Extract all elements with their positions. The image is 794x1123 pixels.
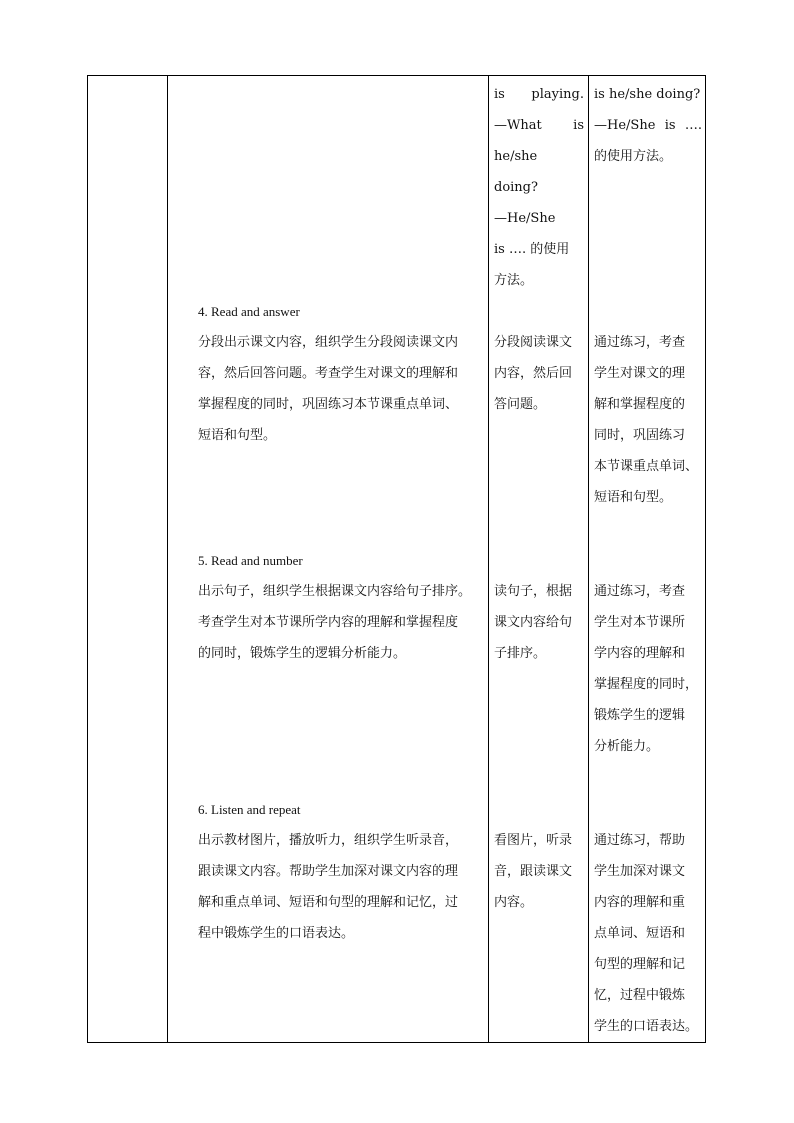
- section-6-main: [198, 794, 483, 949]
- main-line: 短语和句型。: [198, 428, 277, 443]
- purpose-line: 学生的口语表达。: [594, 1019, 699, 1034]
- activity-line: 读句子，根据: [494, 584, 573, 599]
- purpose-line: 短语和句型。: [594, 490, 673, 505]
- section-heading: 6. Listen and repeat: [198, 802, 301, 817]
- top-purpose-cell: [594, 79, 702, 172]
- purpose-line: 本节课重点单词、: [594, 459, 699, 474]
- purpose-line: 掌握程度的同时，: [594, 677, 699, 692]
- activity-line: 内容。: [494, 895, 534, 910]
- purpose-line: 锻炼学生的逻辑: [594, 708, 686, 723]
- main-line: 出示教材图片，播放听力，组织学生听录音，: [198, 833, 459, 848]
- purpose-line: 忆，过程中锻炼: [594, 988, 686, 1003]
- lesson-plan-table: [87, 75, 706, 1043]
- main-line: 分段出示课文内容，组织学生分段阅读课文内: [198, 335, 459, 350]
- activity-line: 子排序。: [494, 646, 547, 661]
- main-line: 掌握程度的同时，巩固练习本节课重点单词、: [198, 397, 459, 412]
- section-4-purpose: [594, 327, 702, 513]
- purpose-line: —He/She is ….: [594, 118, 702, 133]
- purpose-line: 内容的理解和重: [594, 895, 686, 910]
- purpose-line: 通过练习，帮助: [594, 833, 686, 848]
- purpose-line: 学生加深对课文: [594, 864, 686, 879]
- activity-line: —What is: [494, 118, 584, 133]
- main-line: 程中锻炼学生的口语表达。: [198, 926, 355, 941]
- purpose-line: 分析能力。: [594, 739, 660, 754]
- main-line: 解和重点单词、短语和句型的理解和记忆，过: [198, 895, 459, 910]
- purpose-line: 的使用方法。: [594, 149, 673, 164]
- section-6-activity: [494, 825, 584, 918]
- main-line: 考查学生对本节课所学内容的理解和掌握程度: [198, 615, 459, 630]
- activity-line: 看图片，听录: [494, 833, 573, 848]
- main-line: 容，然后回答问题。考查学生对课文的理解和: [198, 366, 459, 381]
- purpose-line: 句型的理解和记: [594, 957, 686, 972]
- top-activity-cell: [494, 79, 584, 296]
- activity-line: 课文内容给句: [494, 615, 573, 630]
- activity-line: is playing.: [494, 87, 584, 102]
- activity-line: 内容，然后回: [494, 366, 573, 381]
- section-4-main: [198, 296, 483, 451]
- section-5-activity: [494, 576, 584, 669]
- section-5-purpose: [594, 576, 702, 762]
- purpose-line: 学生对本节课所: [594, 615, 686, 630]
- activity-line: 分段阅读课文: [494, 335, 573, 350]
- activity-line: 方法。: [494, 273, 534, 288]
- purpose-line: 学生对课文的理: [594, 366, 686, 381]
- activity-line: —He/She: [494, 211, 556, 226]
- column-divider-1: [167, 76, 168, 1042]
- purpose-line: 同时，巩固练习: [594, 428, 686, 443]
- purpose-line: 学内容的理解和: [594, 646, 686, 661]
- purpose-line: 解和掌握程度的: [594, 397, 686, 412]
- column-divider-2: [488, 76, 489, 1042]
- section-5-main: [198, 545, 483, 669]
- purpose-line: is he/she doing?: [594, 87, 701, 102]
- column-divider-3: [588, 76, 589, 1042]
- main-line: 跟读课文内容。帮助学生加深对课文内容的理: [198, 864, 459, 879]
- purpose-line: 点单词、短语和: [594, 926, 686, 941]
- activity-line: 答问题。: [494, 397, 547, 412]
- activity-line: he/she doing?: [494, 149, 538, 195]
- purpose-line: 通过练习，考查: [594, 335, 686, 350]
- purpose-line: 通过练习，考查: [594, 584, 686, 599]
- activity-line: is …. 的使用: [494, 242, 570, 257]
- main-line: 出示句子，组织学生根据课文内容给句子排序。: [198, 584, 472, 599]
- section-heading: 5. Read and number: [198, 553, 303, 568]
- section-4-activity: [494, 327, 584, 420]
- section-heading: 4. Read and answer: [198, 304, 300, 319]
- main-line: 的同时，锻炼学生的逻辑分析能力。: [198, 646, 407, 661]
- activity-line: 音，跟读课文: [494, 864, 573, 879]
- section-6-purpose: [594, 825, 702, 1042]
